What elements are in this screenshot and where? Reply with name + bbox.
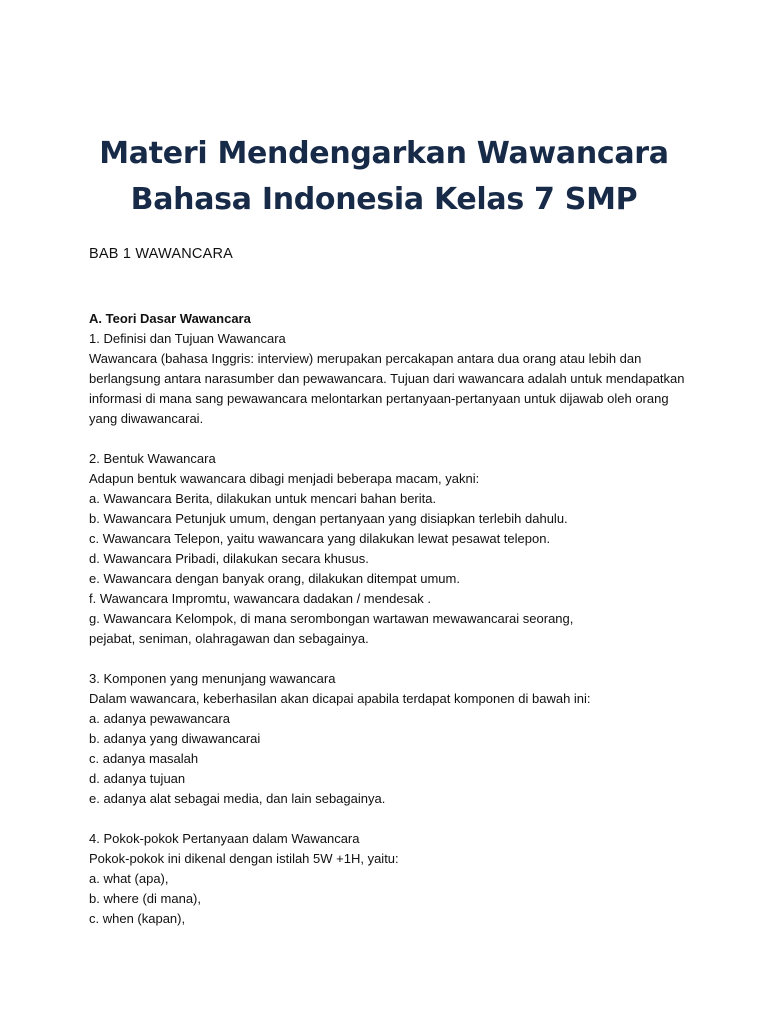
list-item: d. Wawancara Pribadi, dilakukan secara khusus. xyxy=(89,551,369,566)
list-item: c. adanya masalah xyxy=(89,751,199,766)
list-item: a. adanya pewawancara xyxy=(89,711,230,726)
paragraph-line: berlangsung antara narasumber dan pewawancara. Tujuan dari wawancara adalah untuk mendapatkan xyxy=(89,371,685,386)
list-item: b. Wawancara Petunjuk umum, dengan pertanyaan yang disiapkan terlebih dahulu. xyxy=(89,511,568,526)
part-1-heading: 1. Definisi dan Tujuan Wawancara xyxy=(89,331,286,346)
document-title-line-1: Materi Mendengarkan Wawancara xyxy=(99,136,669,171)
paragraph-line: Wawancara (bahasa Inggris: interview) merupakan percakapan antara dua orang atau lebih dan xyxy=(89,351,642,366)
section-a-heading: A. Teori Dasar Wawancara xyxy=(89,311,251,326)
paragraph-line: informasi di mana sang pewawancara melontarkan pertanyaan-pertanyaan untuk dijawab oleh orang xyxy=(89,391,669,406)
part-4-heading: 4. Pokok-pokok Pertanyaan dalam Wawancara xyxy=(89,831,360,846)
part-3-heading: 3. Komponen yang menunjang wawancara xyxy=(89,671,336,686)
part-3-intro: Dalam wawancara, keberhasilan akan dicapai apabila terdapat komponen di bawah ini: xyxy=(89,691,591,706)
spacer xyxy=(89,649,689,669)
list-item: c. Wawancara Telepon, yaitu wawancara yang dilakukan lewat pesawat telepon. xyxy=(89,531,551,546)
list-item: e. Wawancara dengan banyak orang, dilakukan ditempat umum. xyxy=(89,571,460,586)
list-item: a. what (apa), xyxy=(89,871,169,886)
list-item: b. where (di mana), xyxy=(89,891,201,906)
list-item: d. adanya tujuan xyxy=(89,771,186,786)
part-4-intro: Pokok-pokok ini dikenal dengan istilah 5W +1H, yaitu: xyxy=(89,851,399,866)
list-item: e. adanya alat sebagai media, dan lain sebagainya. xyxy=(89,791,386,806)
list-item: a. Wawancara Berita, dilakukan untuk mencari bahan berita. xyxy=(89,491,437,506)
list-item: pejabat, seniman, olahragawan dan sebagainya. xyxy=(89,631,369,646)
chapter-heading: BAB 1 WAWANCARA xyxy=(89,246,233,262)
part-2-heading: 2. Bentuk Wawancara xyxy=(89,451,216,466)
paragraph-line: yang diwawancarai. xyxy=(89,411,204,426)
list-item: f. Wawancara Impromtu, wawancara dadakan / mendesak . xyxy=(89,591,432,606)
document-title-line-2: Bahasa Indonesia Kelas 7 SMP xyxy=(130,182,638,217)
list-item: c. when (kapan), xyxy=(89,911,186,926)
spacer xyxy=(89,429,689,449)
list-item: b. adanya yang diwawancarai xyxy=(89,731,261,746)
document-body xyxy=(89,309,689,929)
spacer xyxy=(89,809,689,829)
list-item: g. Wawancara Kelompok, di mana serombongan wartawan mewawancarai seorang, xyxy=(89,611,574,626)
part-2-intro: Adapun bentuk wawancara dibagi menjadi beberapa macam, yakni: xyxy=(89,471,480,486)
